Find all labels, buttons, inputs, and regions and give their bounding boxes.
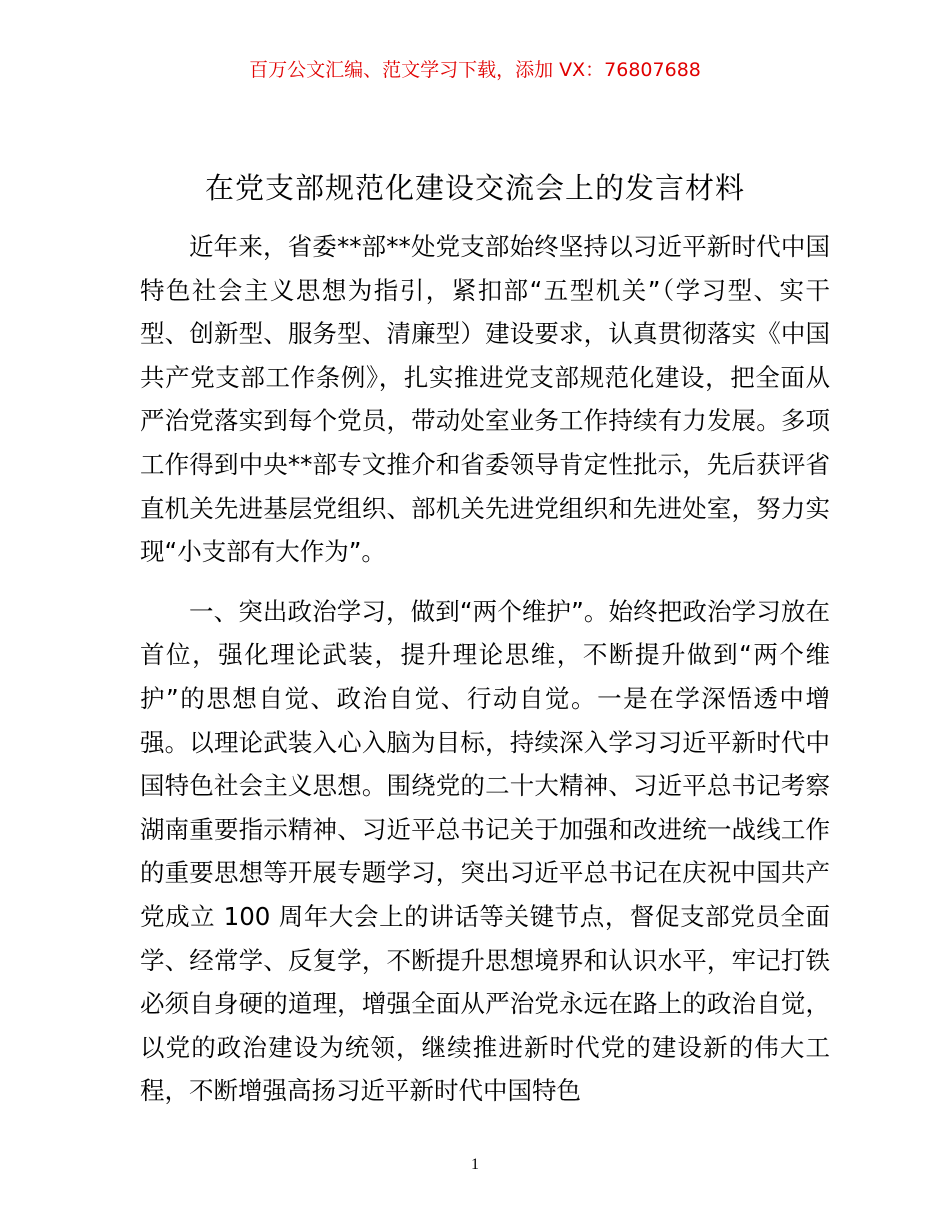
page-number: 1 xyxy=(471,1156,479,1173)
paragraph-section-one: 一、突出政治学习，做到“两个维护”。始终把政治学习放在首位，强化理论武装，提升理论思维，不断提升做到“两个维护”的思想自觉、政治自觉、行动自觉。一是在学深悟透中增强。以理论武装入心入脑为目标，持续深入学习习近平新时代中国特色社会主义思想。围绕党的二十大精神、习近平总书记考察湖南重要指示精神、习近平总书记关于加强和改进统一战线工作的重要思想等开展专题学习，突出习近平总书记在庆祝中国共产党成立 100 周年大会上的讲话等关键节点，督促支部党员全面学、经常学、反复学，不断提升思想境界和认识水平，牢记打铁必须自身硬的道理，增强全面从严治党永远在路上的政治自觉，以党的政治建设为统领，继续推进新时代党的建设新的伟大工程，不断增强高扬习近平新时代中国特色 xyxy=(140,596,830,1106)
document-title: 在党支部规范化建设交流会上的发言材料 xyxy=(204,171,745,205)
header-promo-text: 百万公文汇编、范文学习下载，添加 VX：76807688 xyxy=(249,59,701,81)
document-body xyxy=(140,225,830,1113)
paragraph-intro: 近年来，省委**部**处党支部始终坚持以习近平新时代中国特色社会主义思想为指引，紧扣部“五型机关”（学习型、实干型、创新型、服务型、清廉型）建设要求，认真贯彻落实《中国共产党支部工作条例》，扎实推进党支部规范化建设，把全面从严治党落实到每个党员，带动处室业务工作持续有力发展。多项工作得到中央**部专文推介和省委领导肯定性批示，先后获评省直机关先进基层党组织、部机关先进党组织和先进处室，努力实现“小支部有大作为”。 xyxy=(140,232,830,567)
